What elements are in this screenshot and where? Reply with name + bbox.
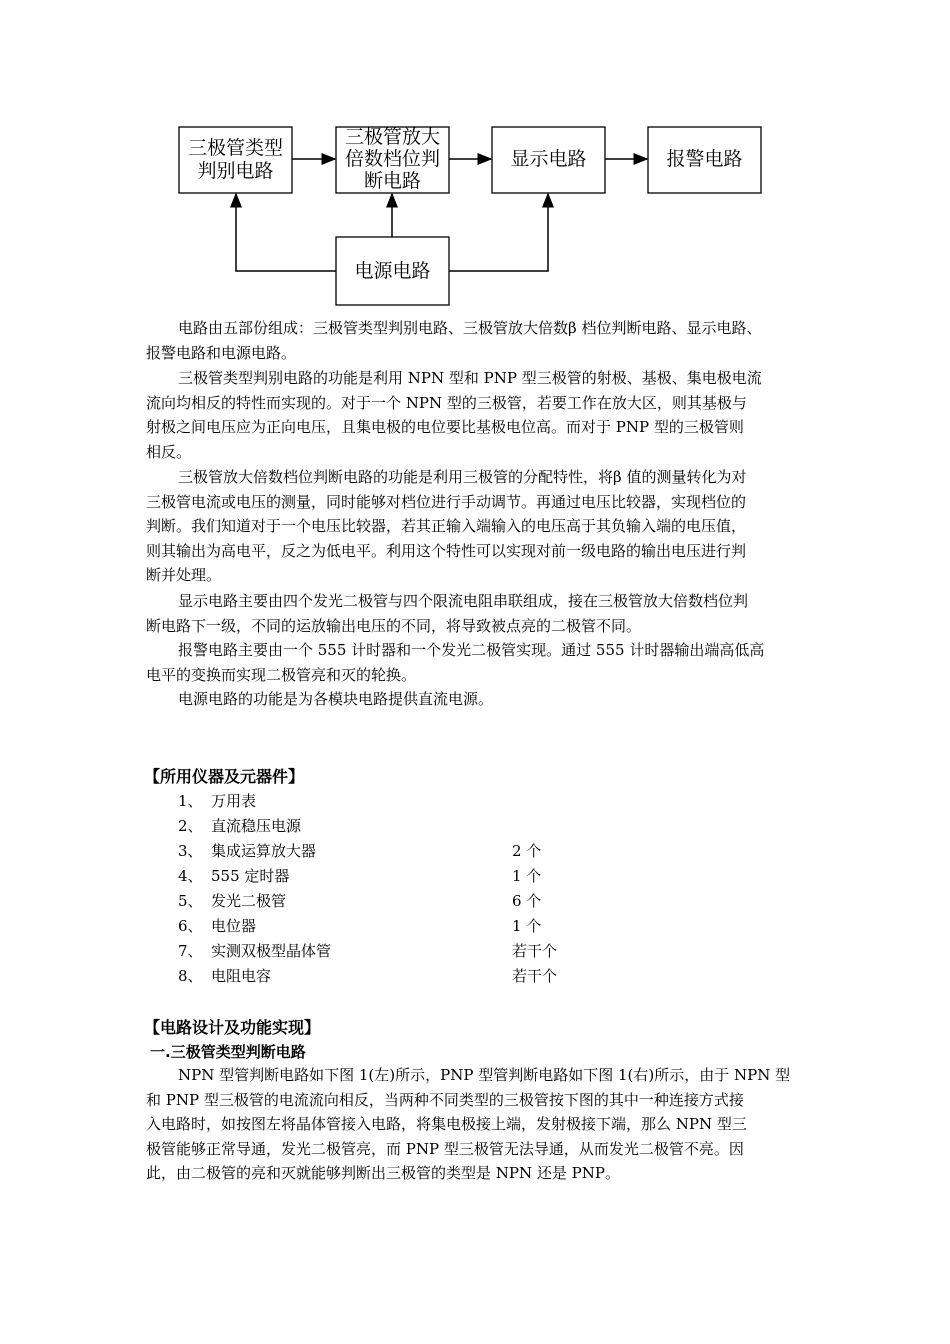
text-line: NPN 型管判断电路如下图 1(左)所示，PNP 型管判断电路如下图 1(右)所示，由于 NPN 型	[178, 1066, 791, 1084]
text-line: 极管能够正常导通，发光二极管亮，而 PNP 型三极管无法导通，从而发光二极管不亮。因	[146, 1139, 744, 1158]
list-item	[178, 790, 678, 814]
list-item-number: 3、	[178, 842, 203, 860]
box-beta-judge-label: 三极管放大 倍数档位判 断电路	[344, 126, 440, 192]
intro-paragraph-6	[146, 687, 808, 712]
box-alarm-label: 报警电路	[666, 148, 743, 170]
list-item	[178, 865, 678, 889]
intro-paragraph-5	[146, 638, 808, 687]
arrow-power-to-display	[449, 194, 548, 271]
list-item-number: 6、	[178, 917, 203, 935]
text-line: 流向均相反的特性而实现的。对于一个 NPN 型的三极管，若要工作在放大区，则其基极与	[146, 393, 747, 412]
list-item-number: 4、	[178, 867, 203, 885]
list-item-name: 555 定时器	[211, 867, 290, 885]
list-item-number: 5、	[178, 892, 203, 910]
box-power-label: 电源电路	[354, 260, 431, 282]
box-display-label: 显示电路	[510, 148, 587, 170]
text-line: 三极管电流或电压的测量，同时能够对档位进行手动调节。再通过电压比较器，实现档位的	[146, 492, 747, 511]
text-line: 则其输出为高电平，反之为低电平。利用这个特性可以实现对前一级电路的输出电压进行判	[146, 541, 747, 560]
text-line: 判断。我们知道对于一个电压比较器，若其正输入端输入的电压高于其负输入端的电压值，	[146, 517, 747, 535]
list-item-quantity: 1 个	[512, 867, 542, 885]
intro-paragraph-3	[146, 465, 808, 588]
arrow-power-to-type	[236, 194, 336, 271]
list-item-name: 直流稳压电源	[211, 817, 302, 835]
intro-paragraph-1	[146, 316, 808, 365]
box-type-judge-label: 三极管类型 判别电路	[187, 137, 283, 182]
list-item-name: 万用表	[211, 792, 257, 810]
list-item-quantity: 6 个	[512, 892, 542, 910]
list-item-quantity: 1 个	[512, 917, 542, 935]
text-line: 三极管类型判别电路的功能是利用 NPN 型和 PNP 型三极管的射极、基极、集电极电流	[178, 369, 762, 387]
list-item-quantity: 2 个	[512, 842, 542, 860]
list-item	[178, 815, 678, 839]
intro-paragraph-2	[146, 366, 808, 464]
text-line: 断电路下一级，不同的运放输出电压的不同，将导致被点亮的二极管不同。	[146, 616, 642, 635]
text-line: 入电路时，如按图左将晶体管接入电路，将集电极接上端，发射极接下端，那么 NPN 型三	[146, 1115, 747, 1133]
list-item	[178, 890, 678, 914]
text-line: 和 PNP 型三极管的电流流向相反，当两种不同类型的三极管按下图的其中一种连接方式接	[146, 1090, 744, 1109]
list-item-number: 2、	[178, 817, 203, 835]
text-line: 电平的变换而实现二极管亮和灭的轮换。	[146, 665, 417, 684]
list-item-name: 发光二极管	[211, 892, 287, 910]
text-line: 报警电路主要由一个 555 计时器和一个发光二极管实现。通过 555 计时器输出端高低高	[178, 641, 765, 659]
list-item-number: 7、	[178, 942, 203, 960]
text-line: 三极管放大倍数档位判断电路的功能是利用三极管的分配特性，将β 值的测量转化为对	[178, 468, 747, 486]
list-item-name: 集成运算放大器	[211, 842, 317, 860]
text-line: 此，由二极管的亮和灭就能够判断出三极管的类型是 NPN 还是 PNP。	[146, 1164, 620, 1182]
list-item-name: 电位器	[211, 917, 257, 935]
design-paragraph-1	[146, 1063, 808, 1186]
text-line: 相反。	[146, 442, 192, 461]
text-line: 断并处理。	[146, 566, 222, 584]
section-heading-instruments: 【所用仪器及元器件】	[144, 767, 305, 786]
text-line: 显示电路主要由四个发光二极管与四个限流电阻串联组成，接在三极管放大倍数档位判	[178, 592, 749, 610]
text-line: 射极之间电压应为正向电压，且集电极的电位要比基极电位高。而对于 PNP 型的三极管则	[146, 418, 744, 436]
list-item-name: 电阻电容	[211, 967, 272, 985]
list-item	[178, 965, 678, 989]
list-item-quantity: 若干个	[512, 967, 558, 985]
subsection-heading: 一.三极管类型判断电路	[150, 1043, 306, 1061]
section-heading-design: 【电路设计及功能实现】	[144, 1018, 321, 1037]
list-item-number: 8、	[178, 967, 203, 985]
list-item-number: 1、	[178, 792, 203, 810]
intro-paragraph-4	[146, 589, 808, 638]
text-line: 报警电路和电源电路。	[146, 343, 297, 362]
list-item-quantity: 若干个	[512, 942, 558, 960]
list-item	[178, 840, 678, 864]
text-line: 电源电路的功能是为各模块电路提供直流电源。	[178, 690, 494, 708]
block-diagram	[0, 0, 950, 320]
list-item	[178, 940, 678, 964]
list-item-name: 实测双极型晶体管	[211, 942, 332, 960]
list-item	[178, 915, 678, 939]
text-line: 电路由五部份组成：三极管类型判别电路、三极管放大倍数β 档位判断电路、显示电路、	[178, 319, 762, 337]
